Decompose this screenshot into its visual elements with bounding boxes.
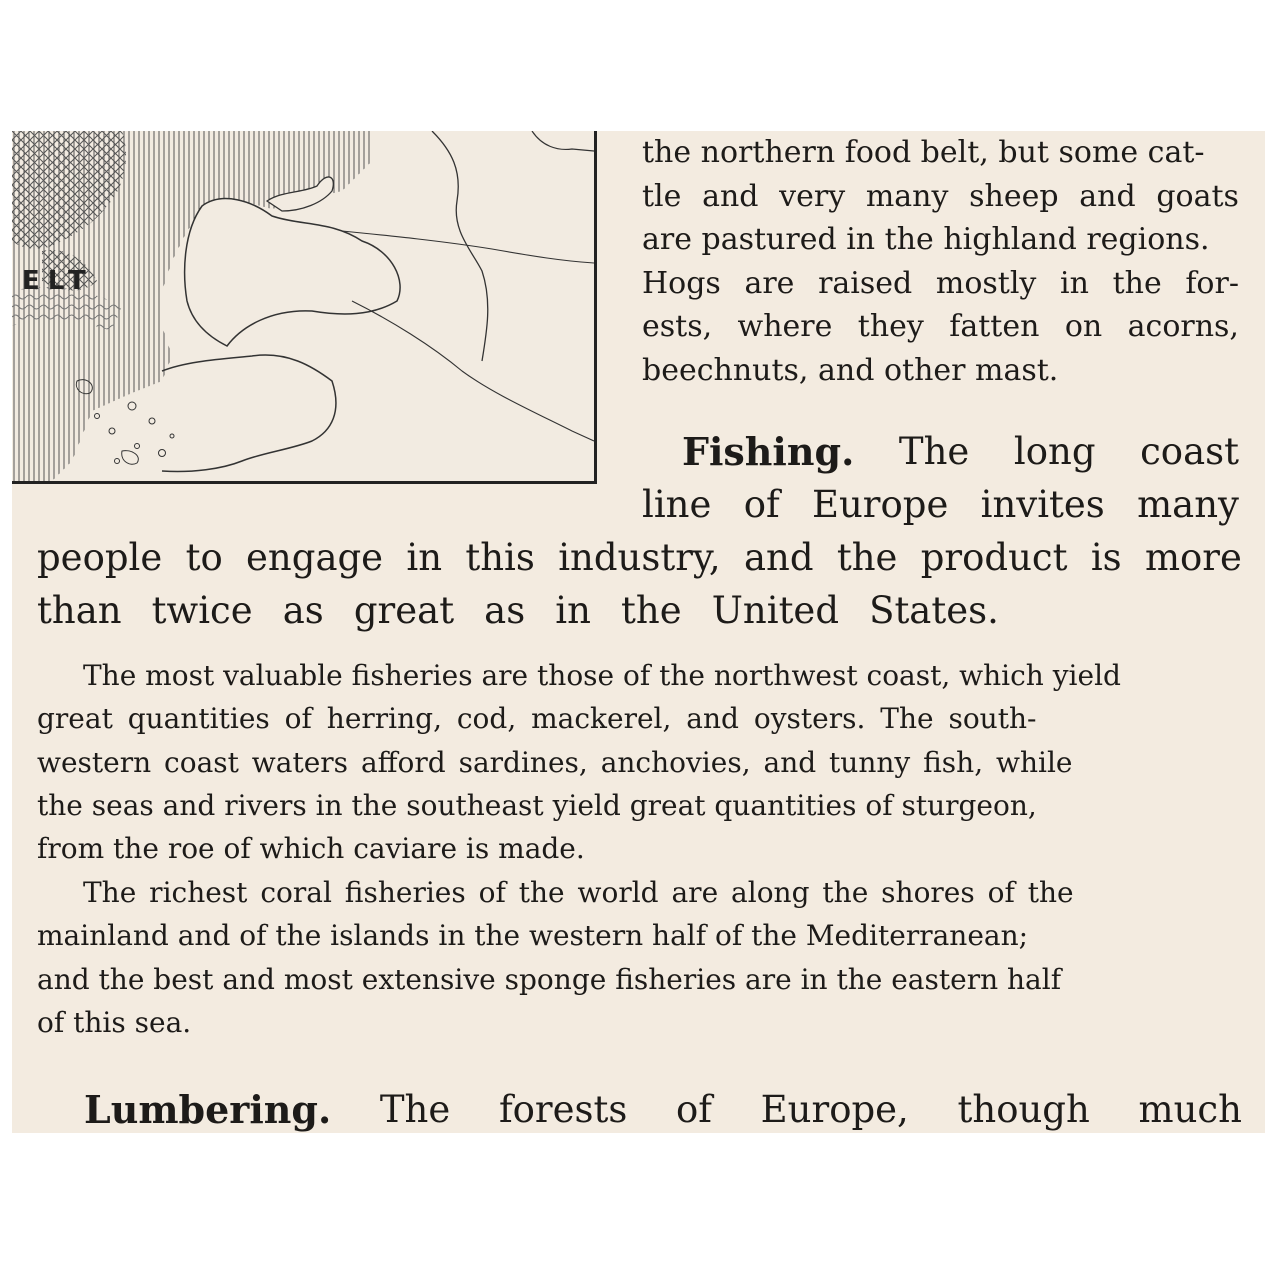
- word: this: [465, 536, 535, 579]
- section-heading-fishing: Fishing.: [682, 429, 855, 474]
- text-line-content: are pastured in the highland regions.: [642, 222, 1210, 257]
- fishing-second-line: [642, 478, 1239, 531]
- text-line: and the best and most extensive sponge fisheries are in the eastern half: [37, 962, 1062, 996]
- map-illustration: [12, 131, 594, 481]
- word: in: [406, 536, 443, 579]
- text-line: [642, 175, 1239, 219]
- word: on: [1064, 309, 1103, 344]
- fishing-first-line: [682, 425, 1239, 478]
- word: industry,: [558, 536, 721, 579]
- text-line: [642, 262, 1239, 306]
- text-line-content: the northern food belt, but some cat-: [642, 135, 1205, 170]
- word: long: [1013, 430, 1096, 473]
- word: is: [1090, 536, 1122, 579]
- word: The: [379, 1088, 451, 1131]
- text-line: great quantities of herring, cod, mackerel, and oysters. The south-: [37, 702, 1037, 736]
- word: though: [957, 1088, 1090, 1131]
- book-page: [12, 131, 1265, 1133]
- right-column-text: [642, 131, 1239, 392]
- fishing-continuation: [37, 531, 1242, 637]
- word: fatten: [949, 309, 1040, 344]
- word: are: [744, 265, 795, 301]
- word: than: [37, 589, 122, 632]
- text-line: mainland and of the islands in the western half of the Mediterranean;: [37, 919, 1029, 953]
- word: invites: [980, 483, 1105, 526]
- word: of: [676, 1088, 712, 1131]
- text-line: [37, 584, 999, 637]
- word: goats: [1156, 178, 1239, 214]
- map-belt-label: ELT: [22, 266, 94, 296]
- word: where: [737, 309, 833, 344]
- text-line: The most valuable fisheries are those of the northwest coast, which yield: [83, 659, 1121, 692]
- text-line: of this sea.: [37, 1005, 192, 1039]
- word: forests: [498, 1088, 628, 1131]
- text-line: [642, 305, 1239, 349]
- word: Hogs: [642, 265, 721, 301]
- text-line: the seas and rivers in the southeast yield great quantities of sturgeon,: [37, 788, 1037, 822]
- word: in: [1060, 265, 1089, 301]
- word: Europe: [811, 483, 949, 526]
- word: more: [1144, 536, 1242, 579]
- word: great: [353, 589, 455, 632]
- word: people: [37, 536, 163, 579]
- word: The: [898, 430, 970, 473]
- word: line: [642, 483, 712, 526]
- word: acorns,: [1127, 309, 1239, 344]
- word: States.: [869, 589, 999, 632]
- word: United: [711, 589, 840, 632]
- word: coast: [1140, 430, 1239, 473]
- word: many: [1137, 483, 1239, 526]
- word: mostly: [935, 265, 1037, 301]
- text-line: [642, 218, 1239, 262]
- word: the: [1112, 265, 1162, 301]
- word: as: [484, 589, 526, 632]
- lumbering-first-line: [84, 1083, 1242, 1133]
- section-heading-lumbering: Lumbering.: [84, 1087, 332, 1132]
- map-figure: [12, 131, 597, 484]
- word: and: [743, 536, 814, 579]
- word: product: [920, 536, 1068, 579]
- paragraph-coral: [37, 871, 1247, 1044]
- word: many: [865, 178, 949, 214]
- text-line-content: beechnuts, and other mast.: [642, 352, 1059, 388]
- word: the: [836, 536, 898, 579]
- word: very: [779, 178, 846, 214]
- word: in: [555, 589, 591, 632]
- word: to: [185, 536, 223, 579]
- word: engage: [246, 536, 384, 579]
- word: twice: [151, 589, 253, 632]
- word: ests,: [642, 309, 713, 344]
- word: raised: [818, 265, 913, 301]
- word: tle: [642, 178, 682, 214]
- paragraph-fisheries: [37, 654, 1247, 870]
- text-line: [37, 531, 1242, 584]
- word: for-: [1185, 265, 1239, 301]
- word: of: [743, 483, 780, 526]
- text-line: The richest coral fisheries of the world are along the shores of the: [83, 876, 1074, 909]
- word: as: [282, 589, 324, 632]
- word: they: [857, 309, 924, 344]
- text-line: [642, 131, 1239, 175]
- word: much: [1138, 1088, 1242, 1131]
- word: and: [702, 178, 759, 214]
- text-line: [642, 349, 1239, 393]
- word: the: [621, 589, 682, 632]
- word: Europe,: [760, 1088, 909, 1131]
- word: sheep: [969, 178, 1059, 214]
- text-line: from the roe of which caviare is made.: [37, 832, 585, 866]
- text-line: western coast waters afford sardines, anchovies, and tunny fish, while: [37, 745, 1073, 779]
- word: and: [1079, 178, 1136, 214]
